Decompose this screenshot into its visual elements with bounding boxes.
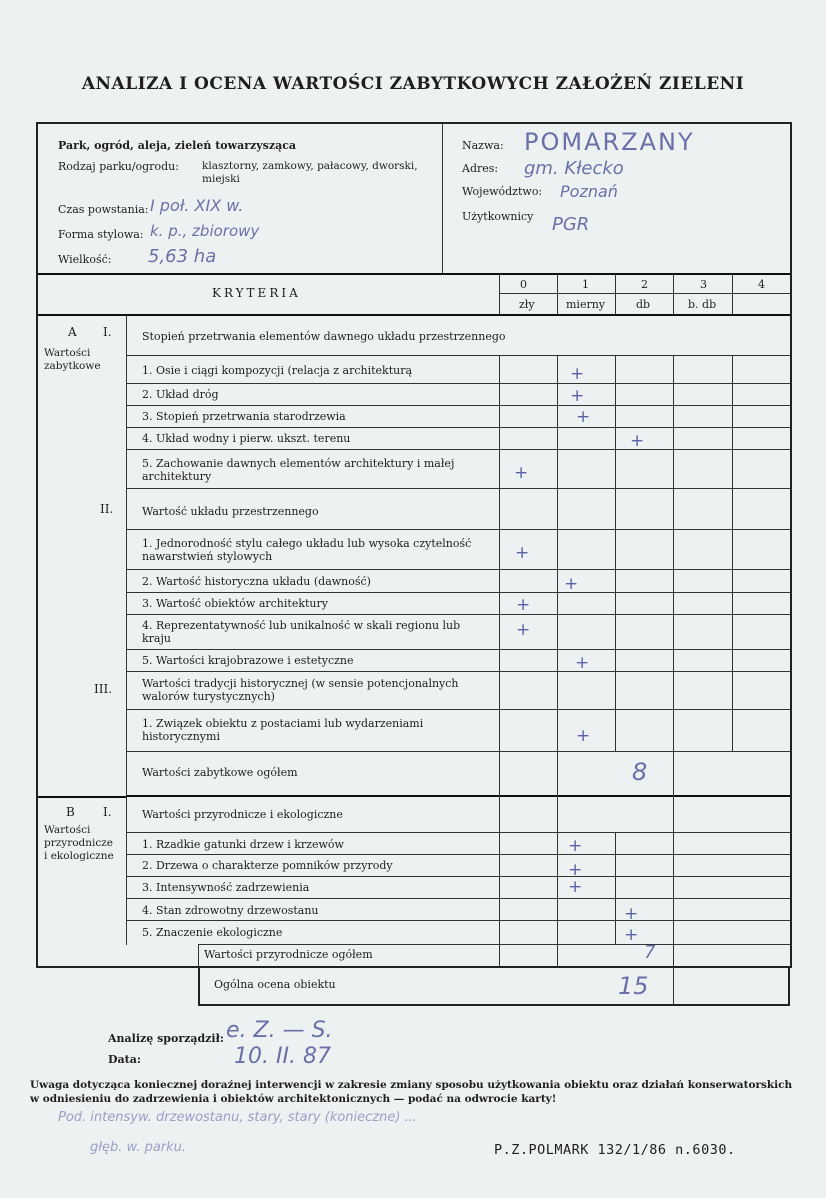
- uzytkownicy-value: PGR: [552, 214, 590, 235]
- mark-a1-1: +: [570, 364, 585, 384]
- mark-a1-5: +: [514, 463, 529, 483]
- wielkosc-label: Wielkość:: [58, 253, 112, 266]
- section-b-g1-title: Wartości przyrodnicze i ekologiczne: [142, 808, 343, 821]
- section-a-g1-title: Stopień przetrwania elementów dawnego układu przestrzennego: [142, 330, 506, 343]
- rule: [615, 832, 616, 944]
- rule: [615, 274, 616, 314]
- item-a2-3: 3. Wartość obiektów architektury: [142, 597, 328, 610]
- mark-b-3: +: [568, 877, 583, 897]
- mark-a2-3: +: [516, 595, 531, 615]
- mark-a3-1: +: [576, 726, 591, 746]
- rule: [673, 966, 674, 1006]
- item-a1-5: 5. Zachowanie dawnych elementów architektury i małej architektury: [142, 457, 455, 483]
- score-4: 4: [758, 278, 765, 291]
- rule: [499, 293, 790, 294]
- date-label: Data:: [108, 1053, 141, 1066]
- overall-value: 15: [618, 972, 649, 1000]
- overall-label: Ogólna ocena obiektu: [214, 978, 336, 991]
- page-title: ANALIZA I OCENA WARTOŚCI ZABYTKOWYCH ZAŁOŻEŃ ZIELENI: [81, 74, 745, 94]
- section-b-letter: B: [66, 805, 75, 819]
- item-b-3: 3. Intensywność zadrzewienia: [142, 881, 310, 894]
- item-b-4: 4. Stan zdrowotny drzewostanu: [142, 904, 319, 917]
- adres-value: gm. Kłecko: [524, 158, 624, 179]
- rule: [126, 383, 790, 384]
- rule: [198, 944, 790, 945]
- forma-label: Forma stylowa:: [58, 228, 144, 241]
- handwritten-note-2: głęb. w. parku.: [90, 1140, 187, 1155]
- mark-a1-4: +: [630, 431, 645, 451]
- rule: [615, 355, 616, 751]
- item-a1-4: 4. Układ wodny i pierw. ukszt. terenu: [142, 432, 351, 445]
- item-b-1: 1. Rzadkie gatunki drzew i krzewów: [142, 838, 344, 851]
- grade-mierny: mierny: [566, 298, 606, 311]
- item-a2-2: 2. Wartość historyczna układu (dawność): [142, 575, 371, 588]
- score-3: 3: [700, 278, 707, 291]
- section-a-letter: A: [68, 325, 77, 339]
- mark-b-2: +: [568, 860, 583, 880]
- item-b-5: 5. Znaczenie ekologiczne: [142, 926, 283, 939]
- rodzaj-label: Rodzaj parku/ogrodu:: [58, 160, 179, 173]
- grade-zly: zły: [519, 298, 535, 311]
- rule: [38, 796, 126, 798]
- item-a2-1: 1. Jednorodność stylu całego układu lub wysoka czytelność nawarstwień stylowych: [142, 537, 472, 563]
- item-a3-1: 1. Związek obiektu z postaciami lub wydarzeniami historycznymi: [142, 717, 424, 743]
- item-a1-1: 1. Osie i ciągi kompozycji (relacja z architekturą: [142, 364, 413, 377]
- czas-label: Czas powstania:: [58, 203, 149, 216]
- score-0: 0: [520, 278, 527, 291]
- section-a-total-value: 8: [632, 758, 648, 786]
- wojewodztwo-label: Województwo:: [462, 185, 543, 198]
- rule: [126, 832, 790, 833]
- section-a-name: Wartości zabytkowe: [44, 347, 101, 372]
- rule: [673, 274, 674, 314]
- section-a-g3-num: III.: [94, 682, 113, 696]
- section-a-g3-title: Wartości tradycji historycznej (w sensie potencjonalnych walorów turystycznych): [142, 677, 459, 703]
- rule: [126, 405, 790, 406]
- rule: [126, 920, 790, 921]
- rodzaj-options: klasztorny, zamkowy, pałacowy, dworski, miejski: [202, 160, 418, 185]
- rule: [126, 751, 790, 752]
- rule: [198, 945, 199, 967]
- kryteria-label: KRYTERIA: [212, 286, 301, 300]
- rule: [126, 876, 790, 877]
- mark-a2-1: +: [515, 543, 530, 563]
- mark-b-5: +: [624, 925, 639, 945]
- rule: [557, 355, 558, 967]
- item-a2-4: 4. Reprezentatywność lub unikalność w skali regionu lub kraju: [142, 619, 461, 645]
- analysis-value: e. Z. — S.: [226, 1018, 333, 1043]
- section-a-g1-num: I.: [103, 325, 112, 339]
- rule: [499, 274, 500, 314]
- rule: [126, 795, 790, 797]
- wojewodztwo-value: Poznań: [560, 182, 618, 201]
- rule: [126, 529, 790, 530]
- rule: [126, 488, 790, 489]
- rule: [499, 355, 500, 967]
- analysis-label: Analizę sporządził:: [108, 1032, 224, 1045]
- section-b-total-label: Wartości przyrodnicze ogółem: [204, 948, 373, 961]
- rule: [38, 314, 790, 316]
- nazwa-label: Nazwa:: [462, 139, 504, 152]
- rule: [126, 671, 790, 672]
- rule: [673, 355, 674, 967]
- rule: [126, 709, 790, 710]
- section-b-name: Wartości przyrodnicze i ekologiczne: [44, 824, 114, 862]
- adres-label: Adres:: [462, 162, 499, 175]
- section-a-total-label: Wartości zabytkowe ogółem: [142, 766, 298, 779]
- rule: [126, 315, 127, 945]
- rule: [126, 898, 790, 899]
- item-a2-5: 5. Wartości krajobrazowe i estetyczne: [142, 654, 354, 667]
- score-1: 1: [582, 278, 589, 291]
- rule: [126, 854, 790, 855]
- rule: [557, 274, 558, 314]
- rule: [126, 427, 790, 428]
- section-a-g2-title: Wartość układu przestrzennego: [142, 505, 319, 518]
- rule: [126, 449, 790, 450]
- section-a-g2-num: II.: [100, 502, 114, 516]
- date-value: 10. II. 87: [234, 1044, 331, 1069]
- mark-b-4: +: [624, 904, 639, 924]
- mark-a1-2: +: [570, 386, 585, 406]
- nazwa-value: POMARZANY: [524, 128, 695, 156]
- section-b-total-value: 7: [644, 942, 656, 963]
- mark-a1-3: +: [576, 407, 591, 427]
- mark-a2-4: +: [516, 620, 531, 640]
- mark-a2-2: +: [564, 574, 579, 594]
- header-divider: [442, 124, 443, 274]
- rule: [126, 592, 790, 593]
- uzytkownicy-label: Użytkownicy: [462, 210, 534, 223]
- rule: [126, 649, 790, 650]
- czas-value: I poł. XIX w.: [150, 196, 244, 215]
- section-b-g1-num: I.: [103, 805, 112, 819]
- grade-db: db: [636, 298, 651, 311]
- mark-b-1: +: [568, 836, 583, 856]
- rule: [126, 355, 790, 356]
- printer-imprint: P.Z.POLMARK 132/1/86 n.6030.: [494, 1142, 736, 1158]
- rule: [732, 274, 733, 314]
- score-2: 2: [641, 278, 648, 291]
- forma-value: k. p., zbiorowy: [150, 222, 260, 240]
- park-label: Park, ogród, aleja, zieleń towarzysząca: [58, 139, 297, 152]
- rule: [732, 355, 733, 751]
- mark-a2-5: +: [575, 653, 590, 673]
- grade-bdb: b. db: [688, 298, 717, 311]
- rule: [38, 273, 790, 275]
- item-b-2: 2. Drzewa o charakterze pomników przyrody: [142, 859, 393, 872]
- warning-note: Uwaga dotycząca koniecznej doraźnej interwencji w zakresie zmiany sposobu użytkowania obiektu oraz działań konserwatorskich w odniesieniu do zadrzewienia i obiektów architektonicznych — podać na odwrocie karty!: [30, 1079, 793, 1105]
- wielkosc-value: 5,63 ha: [148, 246, 217, 267]
- handwritten-note-1: Pod. intensyw. drzewostanu, stary, stary (konieczne) ...: [58, 1110, 417, 1125]
- item-a1-2: 2. Układ dróg: [142, 388, 219, 401]
- rule: [126, 569, 790, 570]
- item-a1-3: 3. Stopień przetrwania starodrzewia: [142, 410, 346, 423]
- rule: [126, 614, 790, 615]
